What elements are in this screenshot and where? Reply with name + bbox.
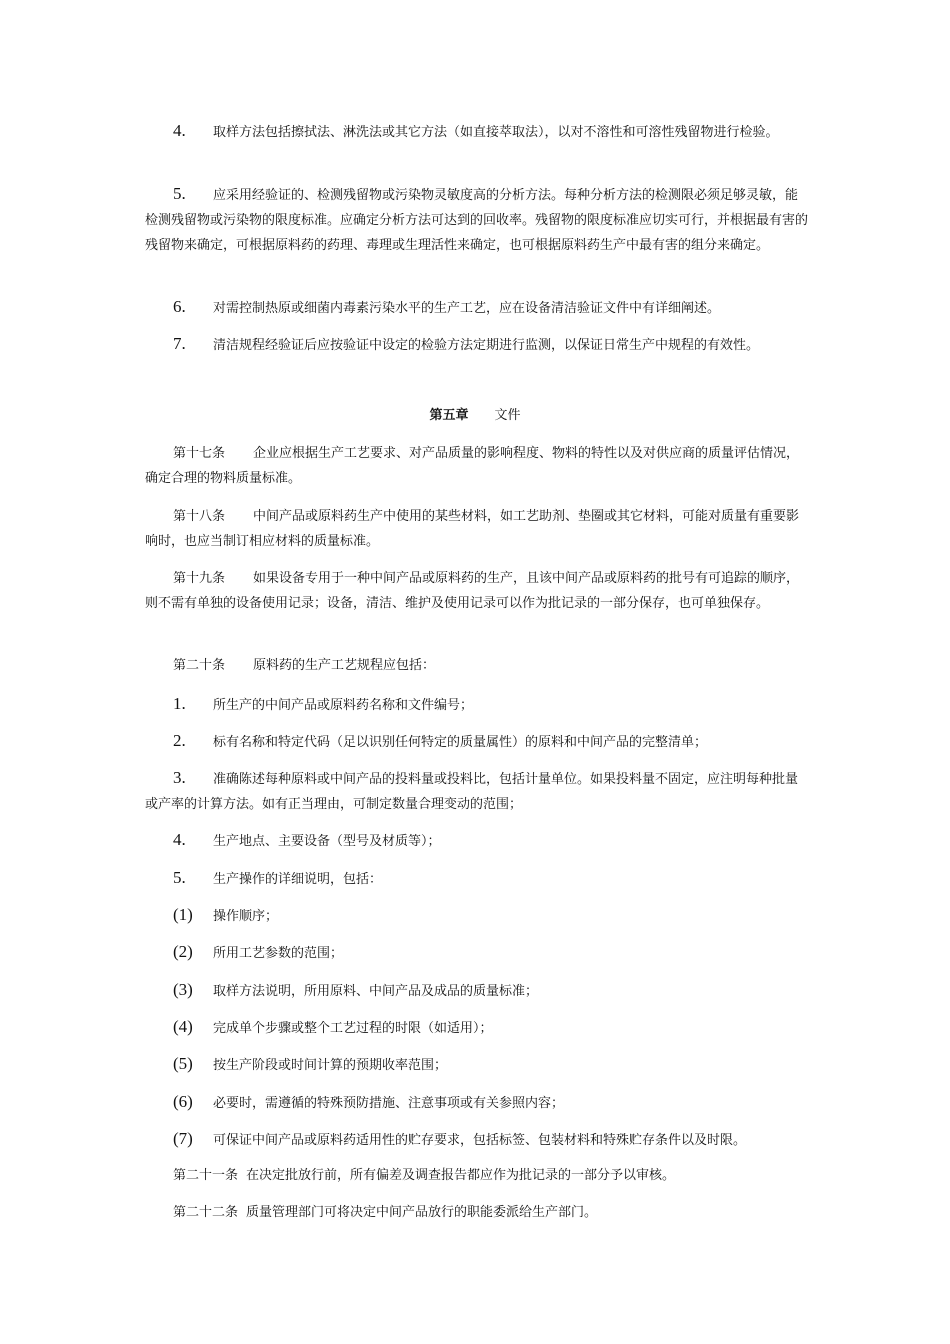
chapter-label: 第五章 [429, 408, 469, 423]
article-label: 第十七条 [173, 446, 226, 461]
numbered-item [145, 331, 810, 358]
sub-item [145, 902, 810, 929]
sub-item-number: (3) [173, 980, 193, 999]
numbered-item [145, 827, 810, 854]
item-text: 准确陈述每种原料或中间产品的投料量或投料比，包括计量单位。如果投料量不固定，应注明每种批量或产率的计算方法。如有正当理由，可制定数量合理变动的范围； [145, 772, 799, 812]
item-text: 清洁规程经验证后应按验证中设定的检验方法定期进行监测，以保证日常生产中规程的有效性。 [213, 338, 760, 353]
chapter-title: 文件 [494, 408, 521, 423]
item-number: 5. [173, 868, 186, 887]
item-text: 标有名称和特定代码（足以识别任何特定的质量属性）的原料和中间产品的完整清单； [213, 735, 708, 750]
article-text: 如果设备专用于一种中间产品或原料药的生产，且该中间产品或原料药的批号有可追踪的顺序，则不需有单独的设备使用记录；设备，清洁、维护及使用记录可以作为批记录的一部分保存，也可单独保存。 [145, 571, 800, 611]
numbered-item [145, 181, 810, 258]
item-text: 生产地点、主要设备（型号及材质等）； [213, 834, 441, 849]
item-number: 1. [173, 694, 186, 713]
numbered-item [145, 294, 810, 321]
sub-item [145, 1014, 810, 1041]
article-paragraph [145, 1200, 810, 1225]
item-number: 6. [173, 297, 186, 316]
sub-item-number: (5) [173, 1054, 193, 1073]
item-number: 4. [173, 121, 186, 140]
numbered-item [145, 118, 810, 145]
article-text: 企业应根据生产工艺要求、对产品质量的影响程度、物料的特性以及对供应商的质量评估情况，确定合理的物料质量标准。 [145, 446, 800, 486]
article-text: 中间产品或原料药生产中使用的某些材料，如工艺助剂、垫圈或其它材料，可能对质量有重要影响时，也应当制订相应材料的质量标准。 [145, 509, 800, 549]
sub-item [145, 977, 810, 1004]
item-number: 5. [173, 184, 186, 203]
sub-item-text: 必要时，需遵循的特殊预防措施、注意事项或有关参照内容； [213, 1096, 565, 1111]
sub-item [145, 1126, 810, 1153]
sub-item-text: 取样方法说明，所用原料、中间产品及成品的质量标准； [213, 984, 539, 999]
sub-item-number: (1) [173, 905, 193, 924]
article-label: 第二十条 [173, 658, 226, 673]
article-paragraph [145, 653, 810, 678]
chapter-heading [0, 404, 950, 423]
sub-item-number: (7) [173, 1129, 193, 1148]
sub-item [145, 1051, 810, 1078]
article-paragraph [145, 566, 810, 616]
numbered-item [145, 865, 810, 892]
item-text: 取样方法包括擦拭法、淋洗法或其它方法（如直接萃取法），以对不溶性和可溶性残留物进行检验。 [213, 125, 779, 140]
article-text: 在决定批放行前，所有偏差及调查报告都应作为批记录的一部分予以审核。 [246, 1168, 676, 1183]
sub-item-text: 按生产阶段或时间计算的预期收率范围； [213, 1058, 448, 1073]
item-text: 对需控制热原或细菌内毒素污染水平的生产工艺，应在设备清洁验证文件中有详细阐述。 [213, 301, 721, 316]
sub-item [145, 1089, 810, 1116]
numbered-item [145, 691, 810, 718]
sub-item-text: 完成单个步骤或整个工艺过程的时限（如适用）； [213, 1021, 493, 1036]
article-label: 第十九条 [173, 571, 226, 586]
sub-item-number: (6) [173, 1092, 193, 1111]
article-label: 第二十二条 [173, 1205, 239, 1220]
item-number: 4. [173, 830, 186, 849]
item-number: 7. [173, 334, 186, 353]
article-paragraph [145, 504, 810, 554]
article-text: 原料药的生产工艺规程应包括： [253, 658, 436, 673]
sub-item-number: (2) [173, 942, 193, 961]
item-text: 应采用经验证的、检测残留物或污染物灵敏度高的分析方法。每种分析方法的检测限必须足够灵敏，能检测残留物或污染物的限度标准。应确定分析方法可达到的回收率。残留物的限度标准应切实可行，并根据最有害的残留物来确定，可根据原料药的药理、毒理或生理活性来确定，也可根据原料药生产中最有害的组分来确定。 [145, 188, 809, 253]
sub-item-text: 操作顺序； [213, 909, 279, 924]
sub-item-text: 可保证中间产品或原料药适用性的贮存要求，包括标签、包装材料和特殊贮存条件以及时限。 [213, 1133, 747, 1148]
item-text: 所生产的中间产品或原料药名称和文件编号； [213, 698, 474, 713]
numbered-item [145, 728, 810, 755]
item-text: 生产操作的详细说明，包括： [213, 872, 383, 887]
article-text: 质量管理部门可将决定中间产品放行的职能委派给生产部门。 [246, 1205, 598, 1220]
sub-item-text: 所用工艺参数的范围； [213, 946, 344, 961]
article-paragraph [145, 441, 810, 491]
sub-item [145, 939, 810, 966]
article-paragraph [145, 1163, 810, 1188]
item-number: 2. [173, 731, 186, 750]
article-label: 第二十一条 [173, 1168, 239, 1183]
article-label: 第十八条 [173, 509, 226, 524]
sub-item-number: (4) [173, 1017, 193, 1036]
numbered-item [145, 765, 810, 817]
item-number: 3. [173, 768, 186, 787]
